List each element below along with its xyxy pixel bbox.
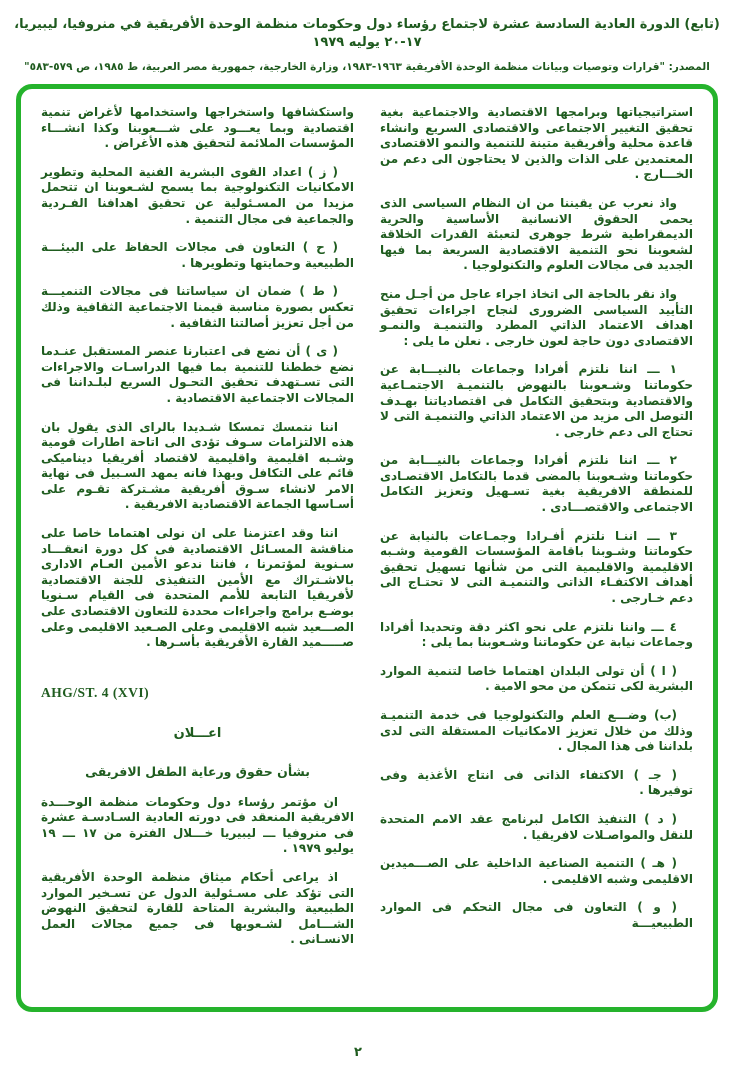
paragraph: اننا نتمسك تمسكا شـديدا بالراى الذى يقول بان هذه الالتزامات سـوف تؤدى الى اتاحة اطارات قومية وشـبه اقليمية واقليمية لاقتصاد أفريقيا ديناميكى قائم على التكافل وبهذا فانه يمهد السـبيل فى نهاية الامر لانشاء سـوق أفريقية مشـتركة تقـوم على أسـاسها الجماعة الاقتصادية الافريقية . [41,419,354,512]
list-item-3: ٣ ـــ اننـا نلتزم أفـرادا وجمـاعات بالنيابة عن حكوماتنا وشـوبنا باقامة المؤسسات القومية وشـبه الاقليمية والاقليمية التى من شأنها تسهيل تحقيق أهداف الاكتفـاء الذاتى والتنميـة التى لا تحتـاج الى دعم خـارجى . [380,528,693,606]
paragraph: ان مؤتمر رؤساء دول وحكومات منظمة الوحـــدة الافريقية المنعقد فى دورته العادية السـادسـة عشرة فى منروفيا ـــ ليبيريا خـــلال الفترة من ١٧ ـــ ١٩ يوليو ١٩٧٩ . [41,794,354,856]
list-item-d: ( د ) التنفيذ الكامل لبرنامج عقد الامم المتحدة للنقل والمواصـلات لافريقيا . [380,811,693,842]
list-item-y: ( ى ) أن نضع فى اعتبارنا عنصر المستقبل عنـدما نضع خططنا للتنمية بما فيها الدراسـات والاجراءات التى تسـتهدف تحقيق التحـول السريع لبلـداننا فى المجالات الاجتماعية الاقتصادية . [41,344,354,405]
page-number: ٢ [354,1045,362,1060]
paragraph: اننا وقد اعتزمنا على ان نولى اهتماما خاصا على مناقشة المسـائل الاقتصادية فى كل دورة انعقـــاد سـنوية لمؤتمرنا ، فاننا ندعو الأمين العـام الادارى بالاشـتراك مع الأمين التنفيذى للجنة الاقتصادية لأفريقيا التابعة للأمم المتحدة فى القيام سـنويا بوضـع برامج واجراءات محددة للتعاون الاقتصادى على الصـــعيد شبه الاقليمى وعلى الصـعيد الاقليمى وعلى صـــــميد القارة الأفريقية بأسـرها . [41,526,354,650]
header-source-citation: المصدر: "قرارات وتوصيات وبيانات منظمة الوحدة الأفريقية ١٩٦٣-١٩٨٣، وزارة الخارجية، جمهورية مصر العربية، ط ١٩٨٥، ص ٥٧٩-٥٨٣" [24,61,710,73]
list-item-e: ( هـ ) التنمية الصناعية الداخلية على الصـــميدين الاقليمى وشبه الاقليمى . [380,856,693,886]
paragraph: واذ نعرب عن يقيننا من ان النظام السياسى الذى يحمى الحقوق الانسانية الأساسية والحرية الديمقراطية شرط جوهرى لتعبئة القدرات الخلاقة لشعوبنا نحو التنمية الاقتصادية السريعة بما فيها الجديد فى مجالات العلوم والتكنولوجيا . [380,195,693,273]
paragraph: استراتيجياتها وبرامجها الاقتصادية والاجتماعية بغية تحقيق التغيير الاجتماعى والاقتصادى السريع وانشاء قاعدة محلية وأفريقية متينة للتنمية والنمو الاقتصادى المعتمدين على الذات والذين لا يحتاجون الى دعم من الخـــارج . [380,105,693,182]
header-session-title: (تابع) الدورة العادية السادسة عشرة لاجتماع رؤساء دول وحكومات منظمة الوحدة الأفريقية في منروفيا، ليبيريا، ١٧-٢٠ يوليه ١٩٧٩ [14,17,720,50]
list-item-f: ( و ) التعاون فى مجال التحكم فى الموارد الطبيعيـــة [380,900,693,930]
list-item-t: ( ط ) ضمان ان سياساتنا فى مجالات التنميـــة تعكس بصورة مناسبة قيمنا الاجتماعية الثقافية وذلك من أجل تعزيز أصالتنا الثقافية . [41,284,354,330]
list-item-z: ( ز ) اعداد القوى البشرية الفنية المحلية وتطوير الامكانيات التكنولوجية بما يسمح لشـعوبنا ان تتحمل مزيدا من المسـئولية عن تحقيق اهدافنا الفـردية والجماعية فى مجال التنمية . [41,164,354,226]
list-item-c: ( جـ ) الاكتفاء الذاتى فى انتاج الأغذية وفى توفيرها . [380,767,693,798]
column-right [380,105,693,995]
list-item-2: ٢ ـــ اننا نلتزم أفرادا وجماعات بالنيـــابة من حكوماتنا وشـعوبنا بالمضى قدما بالتكامل الاقتصـادى للمنطقة الافريقية بغية تسـهيل وتعزيز التكامل الاجتماعى والاقتصـــادى . [380,453,693,515]
content-box [16,84,718,1012]
list-item-a: ( ا ) أن تولى البلدان اهتماما خاصا لتنمية الموارد البشرية لكى تتمكن من محو الامية . [380,663,693,694]
paragraph: واستكشافها واستخراجها واستخدامها لأغراض تنمية اقتصادية وبما يعـــود على شـــعوبنا وكذا انشـــاء المؤسسات الملائمة لتحقيق هذه الأغراض . [41,105,354,151]
declaration-heading: اعـــلان [173,726,222,742]
paragraph: اذ يراعى أحكام ميثاق منظمة الوحدة الأفريقية التى تؤكد على مسـئولية الدول عن تسـخير الموارد الطبيعية والبشرية المتاحة للقارة لتحقيق النهوض الشـــامل لشـعوبها فى جميع مجالات العمل الانسـانى . [41,869,354,947]
list-item-1: ١ ـــ اننا نلتزم أفرادا وجماعات بالنيـــابة عن حكوماتنا وشـعوبنا بالنهوض بالتنميـة الاجتمـاعية والاقتصادية وبتحقيق التكامل فى اقتصادياتنا بهـدف التوصل الى مزيد من الاعتماد الذاتي والتنميـة التى لا تحتاج الى دعم خارجى . [380,362,693,439]
paragraph: واذ نقر بالحاجة الى اتخاذ اجراء عاجل من أجـل منح التأييد السياسى الضرورى لنجاح اجراءات تحقيق اهداف الاعتماد الذاتي المطرد والتنميـة والنمـو الاقتصادى دون حاجة لعون خارجى . نعلن ما يلى : [380,286,693,348]
page-header [10,16,724,74]
list-item-b: (ب) وضـــع العلم والتكنولوجيا فى خدمة التنميـة وذلك من خلال تعزيز الامكانيات المستقلة التى لدى بلداننا فى هذا المجال . [380,708,693,754]
document-reference: AHG/ST. 4 (XVI) [41,684,150,700]
list-item-4: ٤ ـــ واننا نلتزم على نحو اكثر دقة وتحديدا أفرادا وجماعات نيابة عن حكوماتنا وشـعوبنا بما يلى : [380,619,693,650]
list-item-h: ( ح ) التعاون فى مجالات الحفاظ على البيئـــة الطبيعية وحمايتها وتطويرها . [41,240,354,270]
column-left [41,105,354,995]
declaration-subheading: بشأن حقوق ورعاية الطفل الافريقى [85,764,310,779]
